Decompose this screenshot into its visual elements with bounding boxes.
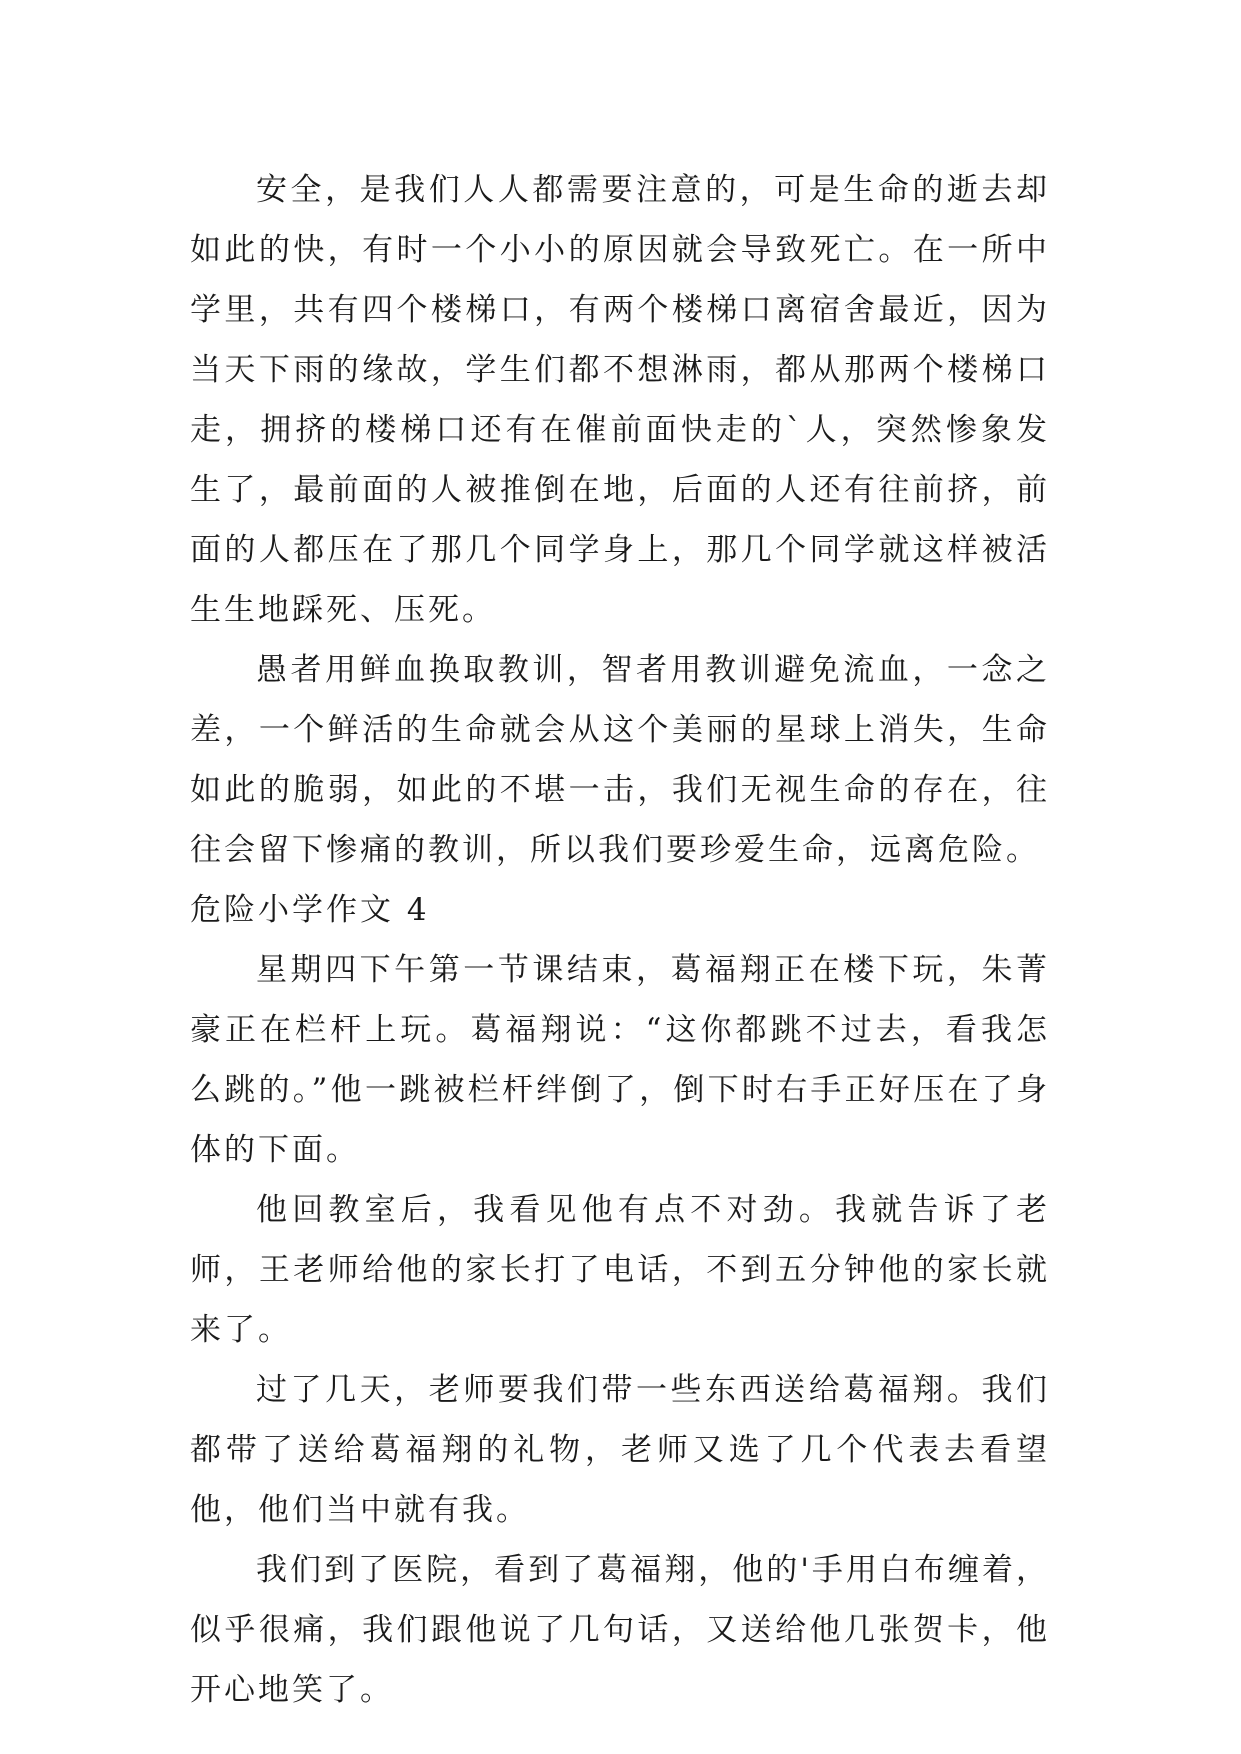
section-title: 危险小学作文 4: [190, 892, 430, 928]
paragraph-stampede-story: 安全，是我们人人都需要注意的，可是生命的逝去却如此的快，有时一个小小的原因就会导致死亡。在一所中学里，共有四个楼梯口，有两个楼梯口离宿舍最近，因为当天下雨的缘故，学生们都不想淋雨，都从那两个楼梯口走，拥挤的楼梯口还有在催前面快走的`人，突然惨象发生了，最前面的人被推倒在地，后面的人还有往前挤，前面的人都压在了那几个同学身上，那几个同学就这样被活生生地踩死、压死。: [190, 172, 1050, 628]
paragraph-hospital-visit: 我们到了医院，看到了葛福翔，他的'手用白布缠着，似乎很痛，我们跟他说了几句话，又送给他几张贺卡，他开心地笑了。: [190, 1552, 1050, 1708]
paragraph-gifts: 过了几天，老师要我们带一些东西送给葛福翔。我们都带了送给葛福翔的礼物，老师又选了几个代表去看望他，他们当中就有我。: [190, 1372, 1050, 1528]
paragraph-railing-fall: 星期四下午第一节课结束，葛福翔正在楼下玩，朱菁豪正在栏杆上玩。葛福翔说：“这你都跳不过去，看我怎么跳的。”他一跳被栏杆绊倒了，倒下时右手正好压在了身体的下面。: [190, 952, 1050, 1168]
paragraph-lesson: 愚者用鲜血换取教训，智者用教训避免流血，一念之差，一个鲜活的生命就会从这个美丽的星球上消失，生命如此的脆弱，如此的不堪一击，我们无视生命的存在，往往会留下惨痛的教训，所以我们要珍爱生命，远离危险。: [190, 652, 1050, 868]
paragraph-tell-teacher: 他回教室后，我看见他有点不对劲。我就告诉了老师，王老师给他的家长打了电话，不到五分钟他的家长就来了。: [190, 1192, 1050, 1348]
document-body: [190, 160, 1050, 1720]
